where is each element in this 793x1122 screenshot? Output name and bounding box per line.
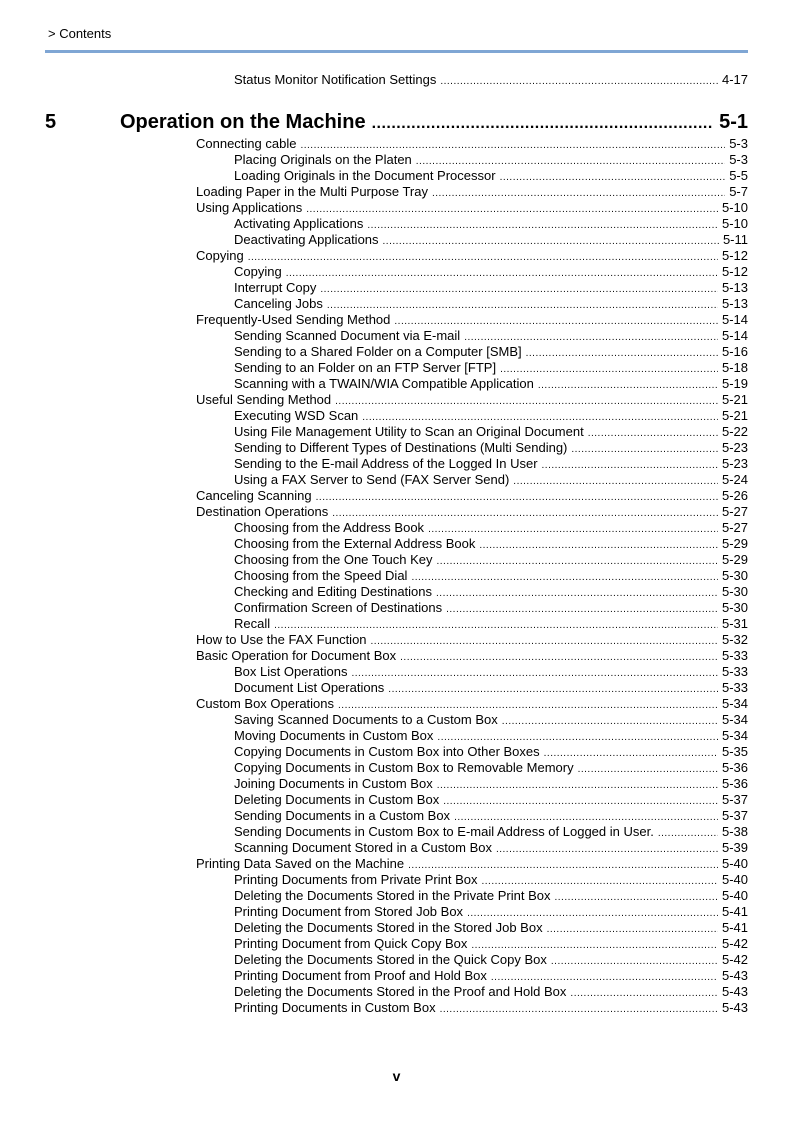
breadcrumb[interactable]: > Contents (48, 26, 112, 41)
toc-subsection-entry[interactable] (234, 952, 748, 968)
toc-entry-page: 5-3 (729, 152, 748, 167)
toc-subsection-entry[interactable] (234, 808, 748, 824)
toc-subsection-entry[interactable] (234, 920, 748, 936)
toc-entry-title: Sending to the E-mail Address of the Logged In User (234, 456, 538, 471)
toc-entry-page: 5-23 (721, 456, 748, 471)
toc-entry-title: Interrupt Copy (234, 280, 317, 295)
toc-section-entry[interactable] (196, 856, 748, 872)
toc-entry-title: Printing Documents in Custom Box (234, 1000, 436, 1015)
toc-entry-page: 5-14 (721, 328, 748, 343)
toc-entry-title: Scanning with a TWAIN/WIA Compatible Application (234, 376, 534, 391)
toc-entry-page: 5-26 (721, 488, 748, 503)
toc-subsection-entry[interactable] (234, 296, 748, 312)
toc-entry-title: Custom Box Operations (196, 696, 335, 711)
toc-entry-title: Copying Documents in Custom Box to Removable Memory (234, 760, 574, 775)
toc-entry-page: 5-43 (721, 984, 748, 999)
toc-entry-title: Deleting Documents in Custom Box (234, 792, 440, 807)
dot-leader (440, 74, 718, 90)
toc-entry-title: Destination Operations (196, 504, 329, 519)
toc-entry-page: 5-14 (721, 312, 748, 327)
toc-entry-page: 5-40 (721, 856, 748, 871)
toc-entry-page: 5-37 (721, 808, 748, 823)
toc-section-entry[interactable] (196, 392, 748, 408)
toc-subsection-entry[interactable] (234, 344, 748, 360)
toc-section-entry[interactable] (196, 648, 748, 664)
toc-entry-title: Loading Paper in the Multi Purpose Tray (196, 184, 428, 199)
toc-entry-page: 5-31 (721, 616, 748, 631)
toc-entry-title: Recall (234, 616, 271, 631)
header-rule (45, 50, 748, 53)
toc-entry-page: 5-43 (721, 1000, 748, 1015)
toc-entry-title: Deleting the Documents Stored in the Proof and Hold Box (234, 984, 567, 999)
toc-entry-page: 5-38 (721, 824, 748, 839)
toc-entry-page: 5-42 (721, 936, 748, 951)
toc-entry-title: Choosing from the External Address Book (234, 536, 476, 551)
toc-entry-title: Placing Originals on the Platen (234, 152, 412, 167)
toc-entry-title: Using File Management Utility to Scan an Original Document (234, 424, 584, 439)
toc-subsection-entry[interactable] (234, 1000, 748, 1016)
toc-entry-page: 5-30 (721, 568, 748, 583)
toc-subsection-entry[interactable] (234, 360, 748, 376)
toc-entry-title: Printing Document from Quick Copy Box (234, 936, 468, 951)
toc-entry-page: 5-36 (721, 760, 748, 775)
toc-subsection-entry[interactable] (234, 264, 748, 280)
toc-entry-title: Copying Documents in Custom Box into Other Boxes (234, 744, 540, 759)
toc-subsection-entry[interactable] (234, 552, 748, 568)
toc-entry-title: Printing Data Saved on the Machine (196, 856, 405, 871)
toc-entry-title: Deactivating Applications (234, 232, 379, 247)
toc-subsection-entry[interactable] (234, 536, 748, 552)
toc-entry-page: 5-33 (721, 648, 748, 663)
chapter-title: Operation on the Machine (120, 111, 366, 133)
toc-subsection-entry[interactable] (234, 824, 748, 840)
toc-entry-page: 5-35 (721, 744, 748, 759)
toc-entry-title: Deleting the Documents Stored in the Stored Job Box (234, 920, 543, 935)
toc-entry-page: 5-36 (721, 776, 748, 791)
toc-entry-title: Sending Documents in a Custom Box (234, 808, 451, 823)
toc-subsection-entry[interactable] (234, 792, 748, 808)
toc-entry-title: Sending to an Folder on an FTP Server [FTP] (234, 360, 497, 375)
toc-entry-page: 5-41 (721, 920, 748, 935)
toc-subsection-entry[interactable] (234, 152, 748, 168)
toc-entry-title: Moving Documents in Custom Box (234, 728, 434, 743)
toc-entry-page: 5-12 (721, 264, 748, 279)
toc-entry-page: 5-13 (721, 280, 748, 295)
toc-entry-page: 5-30 (721, 600, 748, 615)
toc-section-entry[interactable] (196, 696, 748, 712)
toc-entry-title: Activating Applications (234, 216, 364, 231)
toc-subsection-entry[interactable] (234, 776, 748, 792)
toc-entry-page: 5-21 (721, 392, 748, 407)
toc-entry-title: Checking and Editing Destinations (234, 584, 433, 599)
toc-subsection-entry[interactable] (234, 872, 748, 888)
toc-entry-title: Status Monitor Notification Settings (234, 72, 437, 87)
toc-section-entry[interactable] (196, 488, 748, 504)
toc-section-entry[interactable] (196, 248, 748, 264)
toc-entry-page: 5-37 (721, 792, 748, 807)
toc-subsection-entry[interactable] (234, 680, 748, 696)
toc-entry-page: 4-17 (721, 72, 748, 87)
dot-leader (372, 112, 714, 136)
toc-entry-page: 5-33 (721, 664, 748, 679)
toc-entry-page: 5-24 (721, 472, 748, 487)
toc-subsection-entry[interactable] (234, 936, 748, 952)
toc-entry-page: 5-40 (721, 872, 748, 887)
dot-leader (440, 1002, 718, 1018)
toc-subsection-entry[interactable] (234, 408, 748, 424)
toc-subsection-entry[interactable] (234, 904, 748, 920)
toc-entry-title: Box List Operations (234, 664, 348, 679)
toc-subsection-entry[interactable] (234, 520, 748, 536)
toc-entry-title: Printing Documents from Private Print Box (234, 872, 478, 887)
toc-entry-title: How to Use the FAX Function (196, 632, 367, 647)
toc-entry-page: 5-30 (721, 584, 748, 599)
toc-entry-page: 5-42 (721, 952, 748, 967)
toc-entry-title: Choosing from the Address Book (234, 520, 425, 535)
toc-entry-page: 5-29 (721, 536, 748, 551)
toc-subsection-entry[interactable] (234, 584, 748, 600)
toc-entry-page: 5-34 (721, 712, 748, 727)
toc-subsection-entry[interactable] (234, 568, 748, 584)
toc-entry-page: 5-23 (721, 440, 748, 455)
toc-entry-page: 5-27 (721, 520, 748, 535)
toc-section-entry[interactable] (196, 136, 748, 152)
toc-section-entry[interactable] (196, 504, 748, 520)
chapter-number: 5 (45, 111, 57, 133)
toc-entry-title: Canceling Jobs (234, 296, 323, 311)
toc-entry-page: 5-40 (721, 888, 748, 903)
toc-entry-title: Confirmation Screen of Destinations (234, 600, 443, 615)
toc-entry-page: 5-10 (721, 216, 748, 231)
toc-subsection-entry[interactable] (234, 472, 748, 488)
toc-entry-page: 5-13 (721, 296, 748, 311)
toc-subsection-entry[interactable] (234, 744, 748, 760)
toc-subsection-entry[interactable] (234, 376, 748, 392)
toc-entry-title: Sending Documents in Custom Box to E-mail Address of Logged in User. (234, 824, 654, 839)
toc-entry-page: 5-7 (729, 184, 748, 199)
toc-entry-title: Printing Document from Proof and Hold Box (234, 968, 487, 983)
toc-entry-page: 5-18 (721, 360, 748, 375)
toc-subsection-entry[interactable] (234, 600, 748, 616)
toc-subsection-entry[interactable] (234, 888, 748, 904)
toc-subsection-entry[interactable] (234, 760, 748, 776)
chapter-heading[interactable] (45, 110, 748, 134)
toc-entry-title: Basic Operation for Document Box (196, 648, 397, 663)
toc-entry-page: 5-29 (721, 552, 748, 567)
page-number: v (392, 1068, 401, 1084)
toc-entry-page: 5-11 (722, 232, 748, 247)
toc-entry-title: Executing WSD Scan (234, 408, 359, 423)
toc-subsection-entry[interactable] (234, 280, 748, 296)
toc-entry-title: Useful Sending Method (196, 392, 332, 407)
toc-section-entry[interactable] (196, 632, 748, 648)
toc-entry-title: Deleting the Documents Stored in the Quick Copy Box (234, 952, 547, 967)
toc-entry-title: Canceling Scanning (196, 488, 312, 503)
toc-entry-title: Copying (234, 264, 282, 279)
toc-entry-page: 5-19 (721, 376, 748, 391)
toc-entry-title: Frequently-Used Sending Method (196, 312, 391, 327)
toc-entry-page: 5-32 (721, 632, 748, 647)
toc-subsection-entry[interactable] (234, 456, 748, 472)
toc-subsection-entry[interactable] (234, 328, 748, 344)
toc-entry-page: 5-22 (721, 424, 748, 439)
toc-entry-page: 5-43 (721, 968, 748, 983)
toc-section-entry[interactable] (196, 200, 748, 216)
toc-entry-page: 5-27 (721, 504, 748, 519)
toc-subsection-entry[interactable] (234, 664, 748, 680)
toc-entry-page: 5-3 (729, 136, 748, 151)
toc-entry-title: Sending Scanned Document via E-mail (234, 328, 461, 343)
toc-entry-title: Joining Documents in Custom Box (234, 776, 433, 791)
toc-entry-title: Scanning Document Stored in a Custom Box (234, 840, 492, 855)
toc-subsection-entry[interactable] (234, 728, 748, 744)
toc-entry-page: 5-33 (721, 680, 748, 695)
toc-entry[interactable] (234, 72, 748, 88)
toc-subsection-entry[interactable] (234, 840, 748, 856)
toc-entry-title: Printing Document from Stored Job Box (234, 904, 464, 919)
toc-section-entry[interactable] (196, 312, 748, 328)
toc-subsection-entry[interactable] (234, 232, 748, 248)
toc-entry-page: 5-10 (721, 200, 748, 215)
toc-subsection-entry[interactable] (234, 168, 748, 184)
toc-entry-page: 5-34 (721, 728, 748, 743)
toc-entry-title: Saving Scanned Documents to a Custom Box (234, 712, 498, 727)
toc-subsection-entry[interactable] (234, 216, 748, 232)
toc-entry-title: Using Applications (196, 200, 303, 215)
toc-entry-title: Deleting the Documents Stored in the Private Print Box (234, 888, 551, 903)
toc-entry-title: Choosing from the Speed Dial (234, 568, 408, 583)
toc-entry-page: 5-21 (721, 408, 748, 423)
toc-entry-title: Connecting cable (196, 136, 297, 151)
toc-entry-page: 5-5 (729, 168, 748, 183)
toc-entry-page: 5-34 (721, 696, 748, 711)
toc-entry-title: Choosing from the One Touch Key (234, 552, 433, 567)
toc-subsection-entry[interactable] (234, 424, 748, 440)
toc-subsection-entry[interactable] (234, 712, 748, 728)
toc-subsection-entry[interactable] (234, 984, 748, 1000)
toc-entry-page: 5-12 (721, 248, 748, 263)
toc-entry-page: 5-41 (721, 904, 748, 919)
toc-entry-title: Using a FAX Server to Send (FAX Server Send) (234, 472, 510, 487)
chapter-page: 5-1 (719, 111, 748, 133)
toc-subsection-entry[interactable] (234, 968, 748, 984)
toc-entry-title: Document List Operations (234, 680, 385, 695)
toc-entry-title: Sending to a Shared Folder on a Computer [SMB] (234, 344, 522, 359)
toc-entry-page: 5-16 (721, 344, 748, 359)
toc-section-entry[interactable] (196, 184, 748, 200)
toc-entry-title: Loading Originals in the Document Processor (234, 168, 496, 183)
toc-subsection-entry[interactable] (234, 440, 748, 456)
toc-entry-title: Sending to Different Types of Destinations (Multi Sending) (234, 440, 568, 455)
toc-subsection-entry[interactable] (234, 616, 748, 632)
toc-entry-page: 5-39 (721, 840, 748, 855)
toc-entry-title: Copying (196, 248, 244, 263)
